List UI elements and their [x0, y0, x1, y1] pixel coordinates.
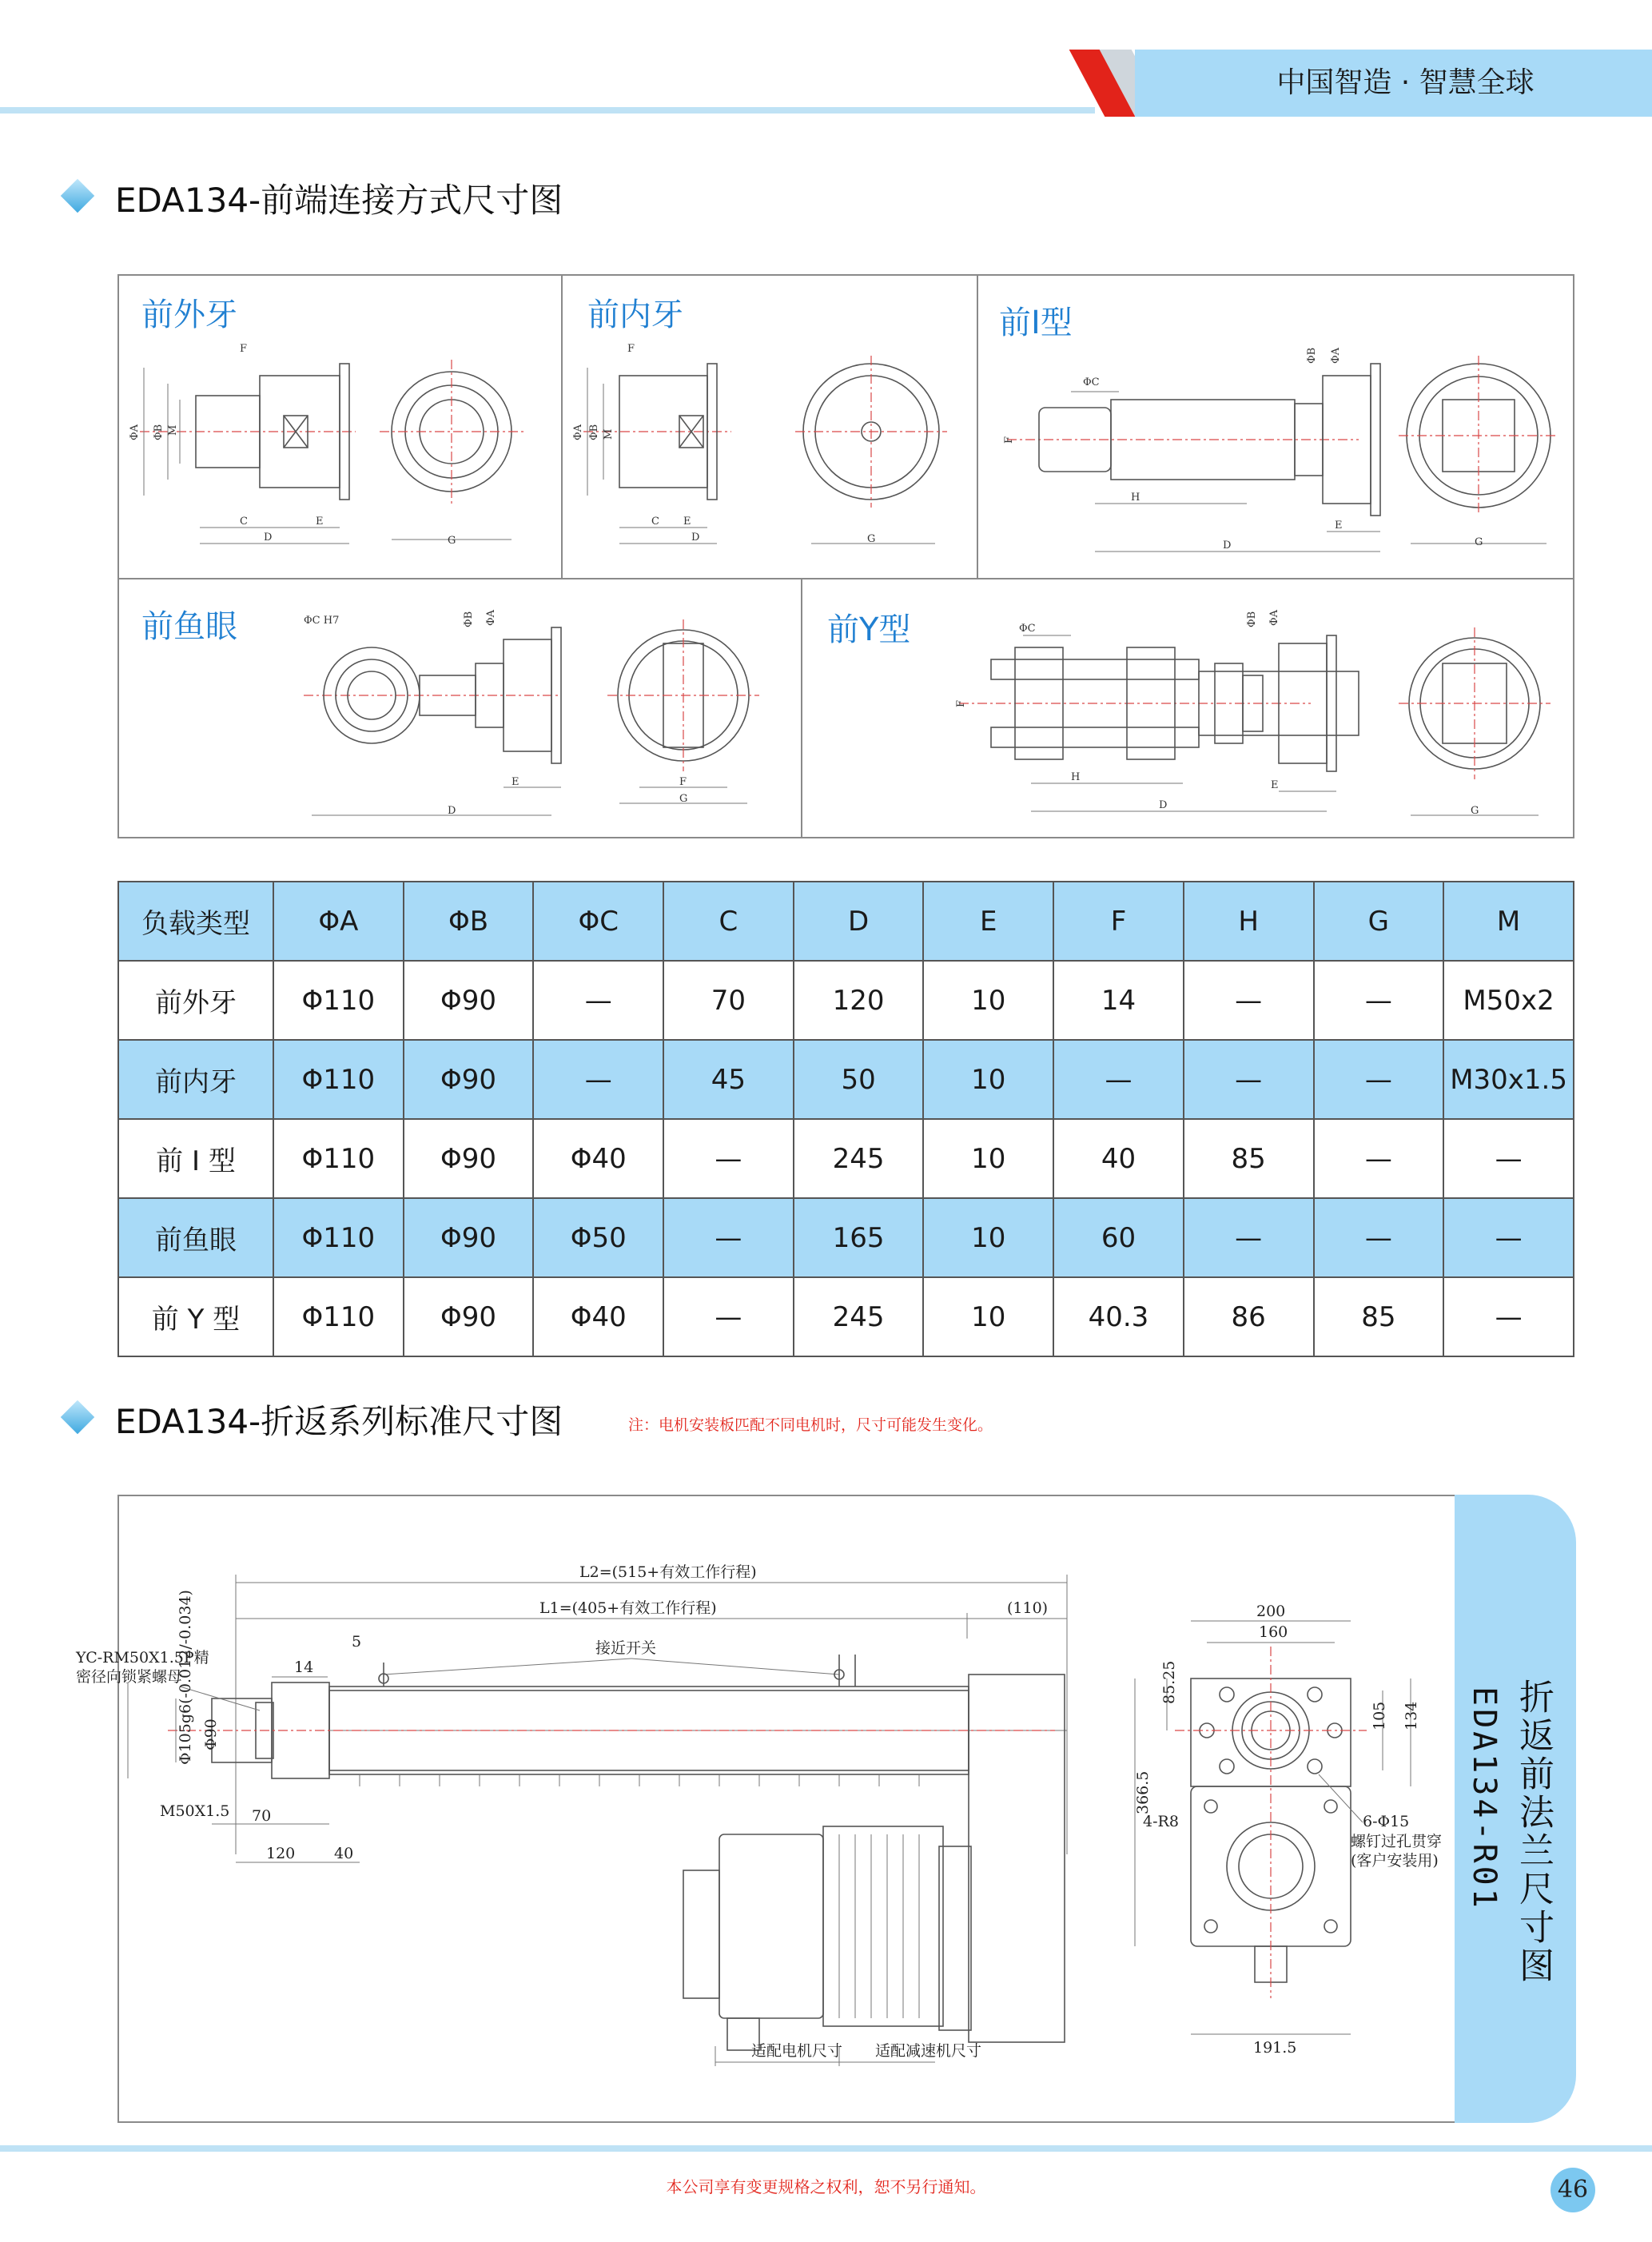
dim-C: C	[651, 516, 659, 528]
table-cell: —	[663, 1119, 794, 1198]
table-cell: 10	[923, 1198, 1053, 1277]
table-cell: Φ110	[273, 1277, 404, 1356]
dim-PhiA: ΦA	[129, 424, 141, 440]
dim-5: 5	[352, 1633, 362, 1651]
table-cell: —	[1184, 1198, 1314, 1277]
table-header-row	[118, 882, 1574, 961]
dim-70: 70	[252, 1807, 272, 1825]
table-cell: 40.3	[1053, 1277, 1184, 1356]
dim-D: D	[448, 805, 456, 817]
table-cell: 86	[1184, 1277, 1314, 1356]
col-header: F	[1053, 882, 1184, 961]
section2-note: 注：电机安装板匹配不同电机时，尺寸可能发生变化。	[628, 1416, 993, 1434]
table-cell: —	[1314, 1198, 1444, 1277]
table-cell: —	[663, 1277, 794, 1356]
sidebar-title: 折返前法兰尺寸图	[1513, 1679, 1554, 1985]
table-cell: 10	[923, 1040, 1053, 1119]
table-cell: Φ110	[273, 961, 404, 1040]
section2-title: EDA134-折返系列标准尺寸图	[115, 1402, 563, 1441]
table-cell: 165	[794, 1198, 924, 1277]
panel-label-i-type: 前I型	[999, 305, 1073, 341]
spec-table	[117, 881, 1574, 1357]
holes-desc-2: (客户安装用)	[1351, 1852, 1439, 1870]
dim-PhiB: ΦB	[153, 424, 165, 440]
section-bullet-icon	[61, 179, 94, 213]
table-cell: 前内牙	[118, 1040, 273, 1119]
nut-label-1: YC-RM50X1.5P精	[76, 1649, 209, 1667]
table-cell: Φ40	[533, 1277, 663, 1356]
panel-label-fisheye: 前鱼眼	[141, 608, 237, 645]
dim-L2: L2=(515+有效工作行程)	[579, 1563, 757, 1581]
drawing-fisheye	[288, 607, 791, 831]
dim-PhiB: ΦB	[463, 611, 475, 627]
drawing-y-type	[943, 609, 1566, 831]
drawing-outer-thread	[128, 336, 551, 567]
table-cell: Φ90	[404, 1198, 534, 1277]
dim-G: G	[448, 535, 456, 547]
dim-F: F	[627, 343, 635, 355]
dim-85-25: 85.25	[1160, 1660, 1178, 1704]
dim-F: F	[1003, 436, 1015, 444]
table-cell: 45	[663, 1040, 794, 1119]
table-cell: 前外牙	[118, 961, 273, 1040]
dim-4-R8: 4-R8	[1143, 1813, 1179, 1830]
table-cell: 50	[794, 1040, 924, 1119]
dim-105: 105	[1371, 1701, 1388, 1730]
dim-PhiA: ΦA	[1268, 609, 1280, 626]
dim-E: E	[512, 776, 519, 788]
dim-PhiA: ΦA	[1330, 347, 1342, 364]
table-row	[118, 1277, 1574, 1356]
dim-110: (110)	[1007, 1599, 1049, 1617]
dim-PhiB: ΦB	[1306, 347, 1318, 364]
panel-divider-v3	[801, 578, 802, 838]
section-bullet-icon	[61, 1400, 94, 1434]
proximity-switch-label: 接近开关	[595, 1639, 657, 1657]
col-header: M	[1443, 882, 1574, 961]
holes-desc-1: 螺钉过孔贯穿	[1351, 1833, 1443, 1850]
header-rule	[0, 107, 1095, 113]
col-header: D	[794, 882, 924, 961]
table-cell: 120	[794, 961, 924, 1040]
nut-label-2: 密径向锁紧螺母	[76, 1668, 183, 1686]
drawing-inner-thread	[571, 336, 971, 567]
table-cell: 前 I 型	[118, 1119, 273, 1198]
dim-G: G	[1471, 805, 1479, 817]
table-cell: 10	[923, 1119, 1053, 1198]
dim-200: 200	[1256, 1603, 1286, 1620]
table-cell: Φ90	[404, 1119, 534, 1198]
footer-notice: 本公司享有变更规格之权利，恕不另行通知。	[666, 2177, 986, 2196]
dim-191-5: 191.5	[1253, 2039, 1297, 2057]
dim-366-5: 366.5	[1134, 1770, 1152, 1814]
panel-label-outer-thread: 前外牙	[141, 297, 237, 333]
dim-134: 134	[1403, 1701, 1420, 1730]
dim-6-phi15: 6-Φ15	[1363, 1813, 1410, 1830]
panel-divider-v1	[561, 274, 563, 578]
table-cell: —	[1314, 1119, 1444, 1198]
table-cell: —	[1184, 1040, 1314, 1119]
dim-G: G	[1475, 536, 1483, 548]
panel-label-y-type: 前Y型	[827, 611, 911, 648]
table-row	[118, 961, 1574, 1040]
table-cell: 14	[1053, 961, 1184, 1040]
panel-label-inner-thread: 前内牙	[587, 297, 683, 333]
table-cell: 60	[1053, 1198, 1184, 1277]
dim-PhiA: ΦA	[572, 424, 584, 440]
col-header: ΦB	[404, 882, 534, 961]
table-cell: 10	[923, 961, 1053, 1040]
sidebar-text	[1455, 1495, 1576, 2123]
col-header: E	[923, 882, 1053, 961]
table-cell: —	[1443, 1277, 1574, 1356]
table-cell: 10	[923, 1277, 1053, 1356]
dim-M: M	[167, 424, 179, 436]
motor-size-label: 适配电机尺寸	[751, 2042, 843, 2060]
dim-G: G	[867, 533, 876, 545]
reducer-size-label: 适配减速机尺寸	[875, 2042, 982, 2060]
dim-E: E	[1335, 520, 1343, 532]
sidebar-model: EDA134-R01	[1466, 1686, 1503, 1911]
table-cell: —	[1314, 1040, 1444, 1119]
table-cell: Φ110	[273, 1040, 404, 1119]
dim-E: E	[683, 516, 691, 528]
dim-G: G	[679, 793, 688, 805]
dim-90: Φ90	[202, 1718, 220, 1750]
dim-E: E	[316, 516, 324, 528]
dim-D: D	[1159, 799, 1168, 811]
dim-14: 14	[294, 1659, 314, 1676]
page-number: 46	[1550, 2168, 1595, 2212]
table-cell: 85	[1314, 1277, 1444, 1356]
dim-PhiC: ΦC	[1083, 376, 1100, 388]
table-cell: 70	[663, 961, 794, 1040]
table-cell: M30x1.5	[1443, 1040, 1574, 1119]
table-cell: Φ90	[404, 961, 534, 1040]
table-cell: M50x2	[1443, 961, 1574, 1040]
dim-120: 120	[266, 1845, 296, 1862]
panel-divider-v2	[977, 274, 978, 578]
col-header: ΦA	[273, 882, 404, 961]
table-cell: Φ40	[533, 1119, 663, 1198]
dim-F: F	[240, 343, 248, 355]
drawing-i-type	[991, 336, 1566, 567]
table-cell: 245	[794, 1119, 924, 1198]
dim-PhiC-H7: ΦC H7	[304, 615, 340, 627]
dim-M50: M50X1.5	[160, 1802, 230, 1820]
dim-C: C	[240, 516, 248, 528]
table-row	[118, 1198, 1574, 1277]
dim-160: 160	[1259, 1623, 1288, 1641]
table-cell: Φ110	[273, 1119, 404, 1198]
table-cell: Φ90	[404, 1277, 534, 1356]
dim-D: D	[691, 532, 700, 544]
dim-M: M	[603, 428, 615, 440]
table-cell: 85	[1184, 1119, 1314, 1198]
table-cell: Φ110	[273, 1198, 404, 1277]
table-cell: Φ90	[404, 1040, 534, 1119]
table-cell: —	[533, 961, 663, 1040]
dim-E: E	[1271, 779, 1279, 791]
drawing-assembly	[76, 1519, 1447, 2110]
col-header: H	[1184, 882, 1314, 961]
table-cell: —	[1443, 1198, 1574, 1277]
table-cell: Φ50	[533, 1198, 663, 1277]
header-slogan: 中国智造 · 智慧全球	[1276, 66, 1535, 99]
table-cell: 前鱼眼	[118, 1198, 273, 1277]
table-cell: —	[1184, 961, 1314, 1040]
dim-40: 40	[334, 1845, 354, 1862]
dim-D: D	[264, 532, 273, 544]
table-cell: 前 Y 型	[118, 1277, 273, 1356]
panel-divider-h	[117, 578, 1574, 579]
col-header: 负载类型	[118, 882, 273, 961]
section1-title: EDA134-前端连接方式尺寸图	[115, 181, 563, 220]
table-cell: 40	[1053, 1119, 1184, 1198]
dim-F: F	[679, 776, 687, 788]
dim-H: H	[1071, 771, 1081, 783]
table-cell: —	[1314, 961, 1444, 1040]
table-row	[118, 1119, 1574, 1198]
col-header: C	[663, 882, 794, 961]
dim-D: D	[1223, 540, 1232, 552]
dim-H: H	[1131, 492, 1140, 504]
table-cell: —	[1053, 1040, 1184, 1119]
table-row	[118, 1040, 1574, 1119]
table-cell: 245	[794, 1277, 924, 1356]
table-cell: —	[533, 1040, 663, 1119]
col-header: G	[1314, 882, 1444, 961]
col-header: ΦC	[533, 882, 663, 961]
table-cell: —	[1443, 1119, 1574, 1198]
dim-PhiA: ΦA	[485, 609, 497, 626]
dim-F: F	[955, 699, 967, 707]
footer-rule	[0, 2145, 1652, 2152]
dim-105g6: Φ105g6(-0.012/-0.034)	[177, 1590, 194, 1765]
dim-L1: L1=(405+有效工作行程)	[539, 1599, 717, 1617]
table-cell: —	[663, 1198, 794, 1277]
dim-PhiC: ΦC	[1019, 623, 1036, 635]
dim-PhiB: ΦB	[588, 424, 600, 440]
dim-PhiB: ΦB	[1246, 611, 1258, 627]
